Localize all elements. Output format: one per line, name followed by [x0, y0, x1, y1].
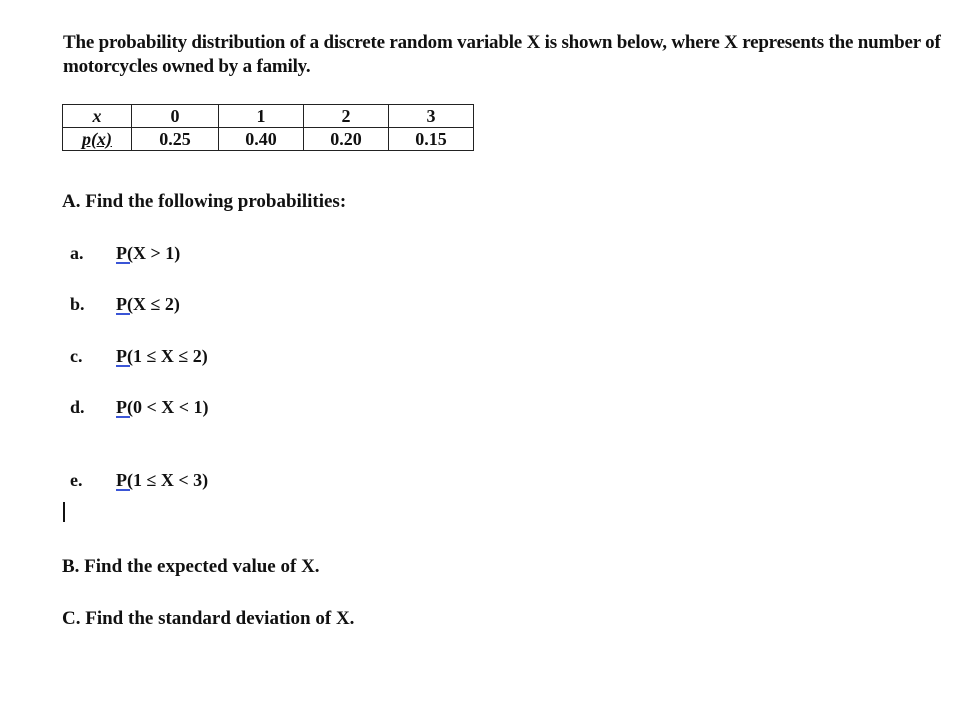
table-row [63, 128, 474, 151]
table-cell: 0.40 [219, 128, 304, 151]
expression-rest: 0 < X < 1) [133, 397, 209, 417]
probability-expression [116, 344, 208, 368]
spell-check-underline: P( [116, 294, 133, 314]
expression-rest: X ≤ 2) [133, 294, 180, 314]
spell-check-underline: P( [116, 243, 133, 263]
table-row [63, 105, 474, 128]
probability-expression [116, 468, 208, 492]
probability-expression [116, 292, 180, 316]
list-item [70, 344, 208, 368]
item-letter: e. [70, 470, 83, 490]
table-cell: 1 [219, 105, 304, 128]
spell-check-underline: P( [116, 397, 133, 417]
table-cell: 0.20 [304, 128, 389, 151]
table-header-px: p(x) [63, 128, 132, 151]
item-letter: c. [70, 346, 83, 366]
table-cell: 0.15 [389, 128, 474, 151]
section-b-title: B. Find the expected value of X. [62, 556, 320, 577]
table-cell: 0.25 [132, 128, 219, 151]
probability-distribution-table [62, 104, 474, 151]
expression-rest: X > 1) [133, 243, 181, 263]
problem-statement: The probability distribution of a discrete random variable X is shown below, where X represents the number of motorcycles owned by a family. [63, 32, 941, 77]
list-item [70, 241, 180, 265]
list-item [70, 468, 208, 492]
item-letter: a. [70, 243, 84, 263]
text-cursor[interactable] [63, 502, 65, 522]
spell-check-underline: P( [116, 470, 133, 490]
section-a-title: A. Find the following probabilities: [62, 191, 347, 212]
probability-expression [116, 241, 180, 265]
table-header-x: x [63, 105, 132, 128]
table-cell: 3 [389, 105, 474, 128]
table-cell: 0 [132, 105, 219, 128]
expression-rest: 1 ≤ X ≤ 2) [133, 346, 208, 366]
list-item [70, 395, 209, 419]
list-item [70, 292, 180, 316]
probability-expression [116, 395, 209, 419]
table-cell: 2 [304, 105, 389, 128]
section-c-title: C. Find the standard deviation of X. [62, 608, 355, 629]
expression-rest: 1 ≤ X < 3) [133, 470, 209, 490]
item-letter: b. [70, 294, 85, 314]
spell-check-underline: P( [116, 346, 133, 366]
item-letter: d. [70, 397, 85, 417]
